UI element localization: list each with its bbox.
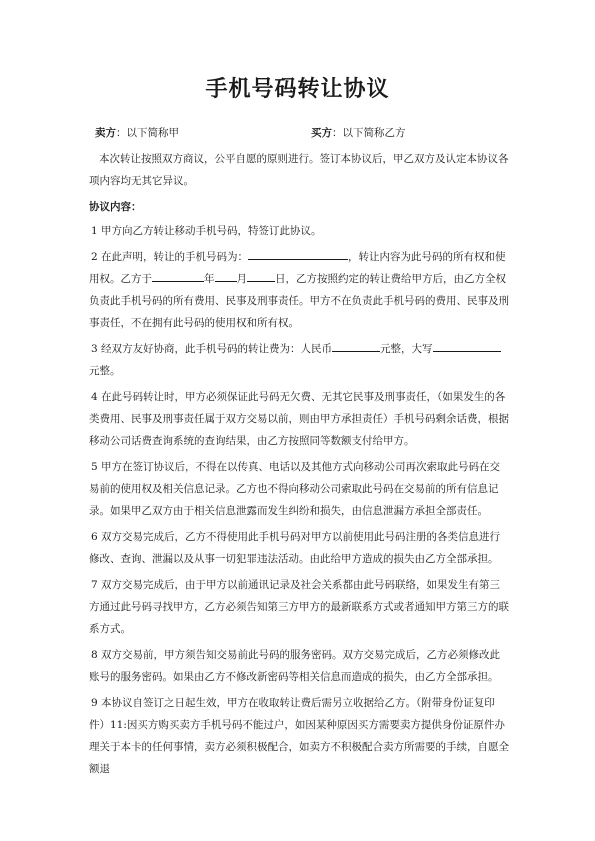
intro-paragraph: 本次转让按照双方商议，公平自愿的原则进行。签订本协议后，甲乙双方及认定本协议各项内容均无其它异议。 bbox=[89, 153, 509, 187]
phone-number-blank[interactable] bbox=[248, 248, 348, 260]
year-blank[interactable] bbox=[152, 270, 204, 282]
clause-3-part-a: 3 经双方友好协商，此手机号码的转让费为：人民币 bbox=[91, 343, 333, 355]
clause-6: 6 双方交易完成后，乙方不得使用此手机号码对甲方以前使用此号码注册的各类信息进行修改、查询、泄漏以及从事一切犯罪违法活动。由此给甲方造成的损失由乙方全部承担。 bbox=[89, 531, 501, 565]
seller-party bbox=[95, 125, 179, 140]
year-label: 年 bbox=[204, 273, 215, 285]
clause-7: 7 双方交易完成后，由于甲方以前通讯记录及社会关系都由此号码联络，如果发生有第三方通过此号码寻找甲方，乙方必须告知第三方甲方的最新联系方式或者通知甲方第三方的联系方式。 bbox=[89, 579, 509, 635]
seller-label: 卖方 bbox=[95, 127, 116, 139]
buyer-party bbox=[311, 125, 406, 140]
clause-2-part-a: 2 在此声明，转让的手机号码为： bbox=[91, 251, 249, 263]
seller-text: ：以下简称甲 bbox=[116, 127, 179, 139]
clause-3-part-c: 元整。 bbox=[89, 365, 121, 377]
clause-5: 5 甲方在签订协议后，不得在以传真、电话以及其他方式向移动公司再次索取此号码在交易前的使用权及相关信息记录。乙方也不得向移动公司索取此号码在交易前的所有信息记录。如果甲乙双方由于相关信息泄露而发生纠纷和损失，由信息泄漏方承担全部责任。 bbox=[89, 461, 501, 517]
clause-4: 4 在此号码转让时，甲方必须保证此号码无欠费、无其它民事及刑事责任，（如果发生的各类费用、民事及刑事责任属于双方交易以前，则由甲方承担责任）手机号码剩余话费，根据移动公司话费查询系统的查询结果，由乙方按照同等数额支付给甲方。 bbox=[89, 391, 509, 447]
clause-3-part-b: 元整，大写 bbox=[380, 343, 433, 355]
clause-2 bbox=[89, 246, 509, 334]
document-title: 手机号码转让协议 bbox=[205, 77, 390, 102]
agreement-body bbox=[89, 148, 509, 784]
clause-3 bbox=[89, 338, 509, 382]
clause-2-part-e: 日，乙方按照约定的转让费给甲方后，由乙方全权负责此手机号码的所有费用、民事及刑事责任。甲方不在负责此手机号码的费用、民事及刑事责任，不在拥有此号码的使用权和所有权。 bbox=[89, 273, 509, 329]
price-blank[interactable] bbox=[332, 340, 380, 352]
day-blank[interactable] bbox=[247, 270, 275, 282]
clause-8: 8 双方交易前，甲方须告知交易前此号码的服务密码。双方交易完成后，乙方必须修改此账号的服务密码。如果由乙方不修改新密码等相关信息而造成的损失，由乙方全部承担。 bbox=[89, 649, 501, 683]
content-heading: 协议内容： bbox=[89, 201, 142, 213]
clause-9: 9 本协议自签订之日起生效，甲方在收取转让费后需另立收据给乙方。（附带身份证复印件）11:因买方购买卖方手机号码不能过户，如因某种原因买方需要卖方提供身份证原件办理关于本卡的任何事情，卖方必须积极配合，如卖方不积极配合卖方所需要的手续，自愿全额退 bbox=[89, 697, 509, 775]
clause-1: 1 甲方向乙方转让移动手机号码，特签订此协议。 bbox=[91, 225, 322, 237]
month-blank[interactable] bbox=[215, 270, 237, 282]
month-label: 月 bbox=[236, 273, 247, 285]
buyer-text: ：以下简称乙方 bbox=[332, 127, 406, 139]
buyer-label: 买方 bbox=[311, 127, 332, 139]
clause-2-part-b: ，转让内容为此号码的所有权和使用权。乙方于 bbox=[89, 251, 506, 285]
price-words-blank[interactable] bbox=[433, 340, 501, 352]
